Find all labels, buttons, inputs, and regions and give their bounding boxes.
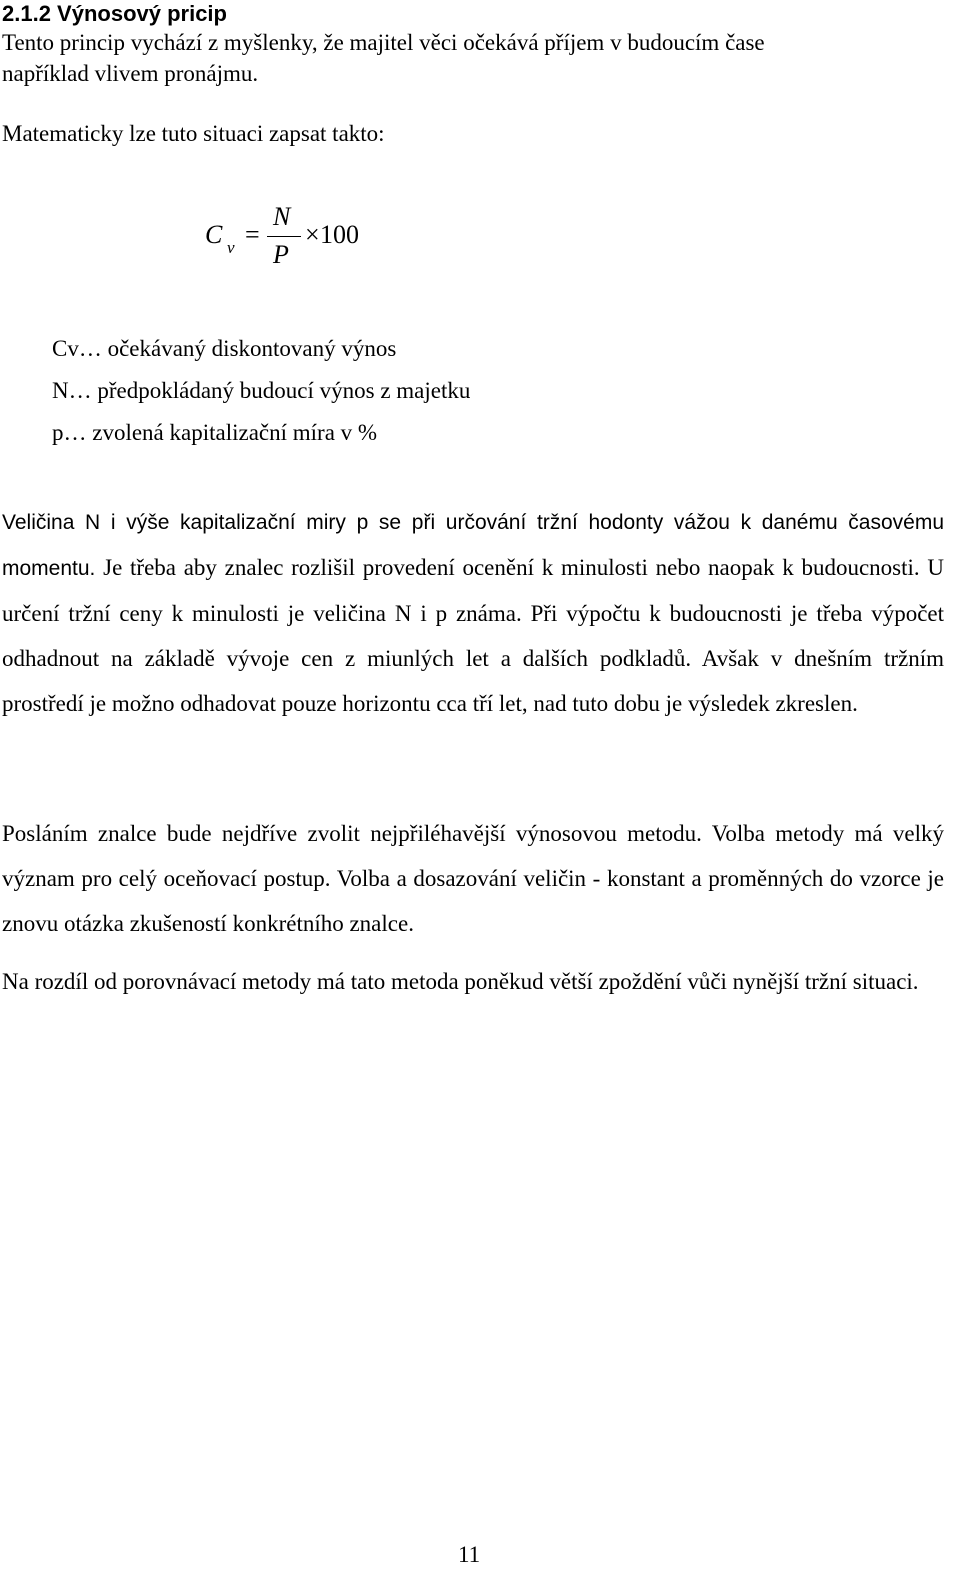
variable-definitions (52, 328, 470, 454)
formula-factor: 100 (320, 220, 359, 249)
paragraph-1 (2, 499, 944, 726)
formula-equals: = (245, 220, 260, 249)
page-number: 11 (458, 1542, 481, 1567)
yield-formula (205, 200, 365, 280)
definition-item: N… předpokládaný budoucí výnos z majetku (52, 378, 471, 403)
formula-denominator: P (273, 240, 289, 269)
paragraph-1-rest: Je třeba aby znalec rozlišil provedení ocenění k minulosti nebo naopak k budoucnosti. U určení tržní ceny k minulosti je veličina N i p známa. Při výpočtu k budoucnosti je třeba výpočet odhadnout na základě vývoje cen z miunlých let a dalších podkladů. Avšak v dnešním tržním prostředí je možno odhadovat pouze horizontu cca tří let, nad tuto dobu je výsledek zkreslen. (2, 555, 944, 716)
definition-item: Cv… očekávaný diskontovaný výnos (52, 336, 397, 361)
formula-times: × (305, 220, 320, 249)
formula-lhs: C (205, 220, 223, 249)
section-heading: 2.1.2 Výnosový pricip (2, 1, 227, 26)
paragraph-3: Na rozdíl od porovnávací metody má tato metoda poněkud větší zpoždění vůči nynější tržní situaci. (2, 969, 919, 994)
paragraph-1-lead: Veličina N i výše kapitalizační miry p se při určování tržní hodonty vážou k danému časovému momentu. (2, 511, 944, 580)
formula-lhs-subscript: v (227, 238, 235, 257)
intro-line-1: Tento princip vychází z myšlenky, že majitel věci očekává příjem v budoucím čase (2, 30, 765, 55)
intro-line-2: například vlivem pronájmu. (2, 61, 259, 86)
paragraph-2: Posláním znalce bude nejdříve zvolit nejpřiléhavější výnosovou metodu. Volba metody má velký význam pro celý oceňovací postup. Volba a dosazování veličin - konstant a proměnných do vzorce je znovu otázka zkušeností konkrétního znalce. (2, 821, 944, 936)
intro-line-3: Matematicky lze tuto situaci zapsat takto: (2, 121, 385, 146)
fraction-bar (267, 236, 301, 237)
definition-item: p… zvolená kapitalizační míra v % (52, 420, 378, 445)
formula-numerator: N (273, 202, 291, 231)
